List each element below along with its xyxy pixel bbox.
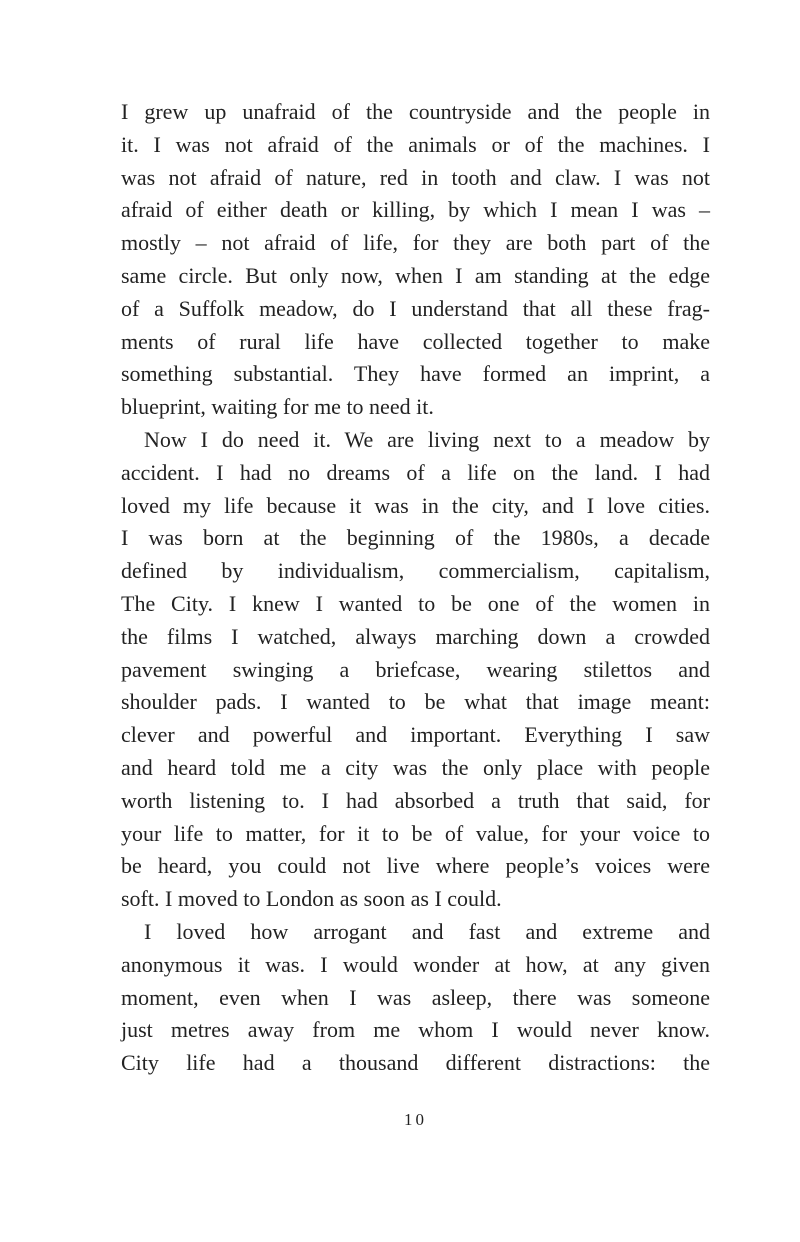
body-text [121,96,710,1080]
text-line: be heard, you could not live where people’s voices were [121,853,710,879]
text-line: City life had a thousand different distractions: the [121,1050,710,1076]
text-line: loved my life because it was in the city, and I love cities. [121,492,710,518]
text-line: soft. I moved to London as soon as I could. [121,886,502,912]
text-line: shoulder pads. I wanted to be what that image meant: [121,689,710,715]
text-line: was not afraid of nature, red in tooth and claw. I was not [121,164,710,190]
text-line: accident. I had no dreams of a life on the land. I had [121,459,710,485]
text-line: something substantial. They have formed an imprint, a [121,361,710,387]
text-line: I was born at the beginning of the 1980s, a decade [121,525,710,551]
text-line: I loved how arrogant and fast and extreme and [144,918,710,944]
text-line: pavement swinging a briefcase, wearing stilettos and [121,656,710,682]
text-line: of a Suffolk meadow, do I understand that all these frag- [121,295,710,321]
text-line: defined by individualism, commercialism, capitalism, [121,558,710,584]
text-line: Now I do need it. We are living next to a meadow by [144,426,710,452]
text-line: and heard told me a city was the only place with people [121,754,710,780]
text-line: worth listening to. I had absorbed a truth that said, for [121,787,710,813]
text-line: ments of rural life have collected together to make [121,328,710,354]
text-line: mostly – not afraid of life, for they are both part of the [121,230,710,256]
text-line: blueprint, waiting for me to need it. [121,394,434,420]
text-line: I grew up unafraid of the countryside and the people in [121,99,710,124]
text-line: your life to matter, for it to be of value, for your voice to [121,820,710,846]
text-line: The City. I knew I wanted to be one of the women in [121,590,710,616]
text-line: the films I watched, always marching down a crowded [121,623,710,649]
page-number: 10 [404,1110,427,1129]
text-line: just metres away from me whom I would never know. [121,1017,710,1043]
text-line: afraid of either death or killing, by which I mean I was – [121,197,710,223]
text-line: moment, even when I was asleep, there was someone [121,984,710,1010]
text-line: it. I was not afraid of the animals or of the machines. I [121,131,710,157]
text-line: clever and powerful and important. Everything I saw [121,722,710,748]
text-line: same circle. But only now, when I am standing at the edge [121,262,710,288]
text-line: anonymous it was. I would wonder at how, at any given [121,951,710,977]
